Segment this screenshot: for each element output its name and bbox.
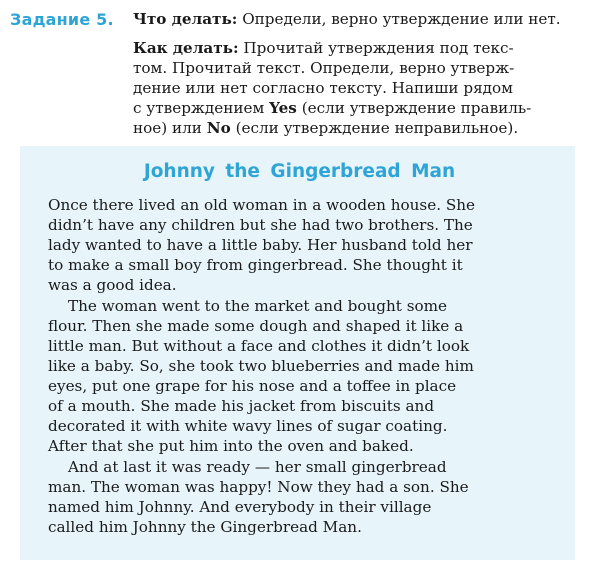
what-text: Определи, верно утверждение или нет. — [242, 10, 561, 28]
how-text-1: Прочитай утверждения под текс- — [243, 39, 514, 57]
task-how-line-1 — [133, 39, 514, 58]
story-line: man. The woman was happy! Now they had a son. She — [48, 478, 469, 496]
story-line: was a good idea. — [48, 276, 177, 294]
yes-word: Yes — [269, 99, 297, 117]
how-text-5b: (если утверждение неправильное). — [235, 119, 519, 137]
task-what-line — [133, 10, 561, 29]
how-text-4b: (если утверждение правиль- — [301, 99, 532, 117]
how-label: Как делать: — [133, 39, 239, 57]
story-line: like a baby. So, she took two blueberries and made him — [48, 357, 474, 375]
story-line: named him Johnny. And everybody in their village — [48, 498, 432, 516]
story-title: Johnny the Gingerbread Man — [143, 161, 456, 182]
story-line: And at last it was ready — her small gingerbread — [68, 458, 447, 476]
story-line: Once there lived an old woman in a wooden house. She — [48, 196, 476, 214]
story-line: little man. But without a face and clothes it didn’t look — [48, 337, 470, 355]
task-how-line-4 — [133, 99, 531, 118]
how-text-4a: с утверждением — [133, 99, 265, 117]
story-line: to make a small boy from gingerbread. She thought it — [48, 256, 463, 274]
story-line: After that she put him into the oven and baked. — [48, 437, 414, 455]
how-text-5a: ное) или — [133, 119, 202, 137]
story-line: flour. Then she made some dough and shaped it like a — [48, 317, 464, 335]
story-line: eyes, put one grape for his nose and a toffee in place — [48, 377, 457, 395]
story-line: of a mouth. She made his jacket from biscuits and — [48, 397, 435, 415]
story-line: called him Johnny the Gingerbread Man. — [48, 518, 362, 536]
story-line: didn’t have any children but she had two brothers. The — [48, 216, 473, 234]
story-line: The woman went to the market and bought some — [68, 297, 448, 315]
what-label: Что делать: — [133, 10, 238, 28]
story-line: decorated it with white wavy lines of sugar coating. — [48, 417, 448, 435]
story-line: lady wanted to have a little baby. Her husband told her — [48, 236, 473, 254]
task-how-line-5 — [133, 119, 518, 138]
task-how-line-3: дение или нет согласно тексту. Напиши рядом — [133, 79, 513, 97]
no-word: No — [206, 119, 231, 137]
task-how-line-2: том. Прочитай текст. Определи, верно утверж- — [133, 59, 515, 77]
task-number: Задание 5. — [10, 10, 114, 29]
